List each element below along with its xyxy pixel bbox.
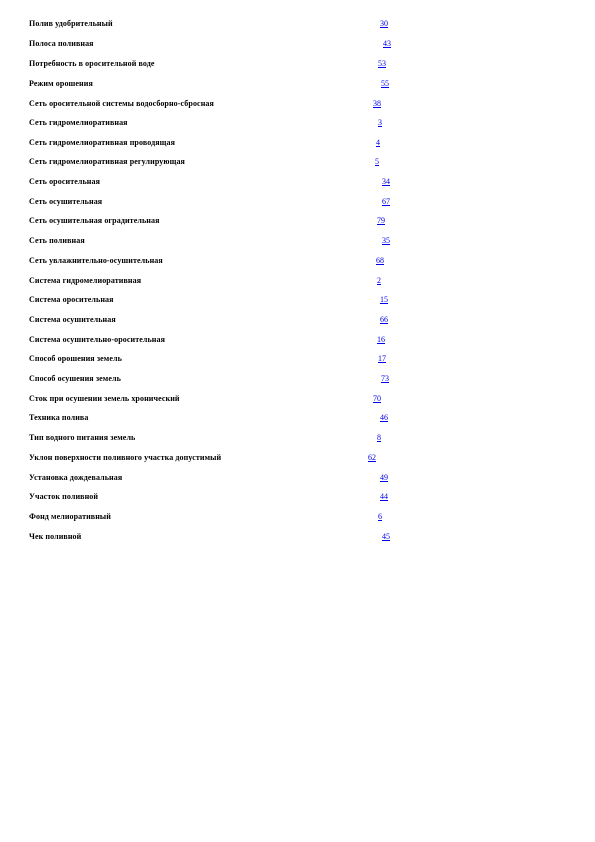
page-number-link[interactable]: 46: [380, 413, 388, 422]
index-entry: [0, 453, 595, 467]
index-term: Уклон поверхности поливного участка допустимый: [29, 453, 222, 462]
index-entry: [0, 532, 595, 546]
index-entry: [0, 236, 595, 250]
index-entry: [0, 138, 595, 152]
index-entry: [0, 295, 595, 309]
index-term: Сеть гидромелиоративная регулирующая: [29, 157, 185, 166]
page-number-link[interactable]: 49: [380, 473, 388, 482]
index-term: Чек поливной: [29, 532, 82, 541]
index-entry: [0, 335, 595, 349]
page-number-link[interactable]: 70: [373, 394, 381, 403]
index-term: Сеть поливная: [29, 236, 85, 245]
index-entry: [0, 315, 595, 329]
index-term: Система оросительная: [29, 295, 114, 304]
index-term: Сеть увлажнительно-осушительная: [29, 256, 163, 265]
index-term: Участок поливной: [29, 492, 99, 501]
index-entry: [0, 197, 595, 211]
index-entry: [0, 216, 595, 230]
page-number-link[interactable]: 79: [377, 216, 385, 225]
index-entry: [0, 79, 595, 93]
page-number-link[interactable]: 43: [383, 39, 391, 48]
index-term: Система осушительная: [29, 315, 116, 324]
page-number-link[interactable]: 73: [381, 374, 389, 383]
page-number-link[interactable]: 30: [380, 19, 388, 28]
index-entry: [0, 256, 595, 270]
page-number-link[interactable]: 2: [377, 276, 381, 285]
page-number-link[interactable]: 68: [376, 256, 384, 265]
index-entry: [0, 512, 595, 526]
page-number-link[interactable]: 62: [368, 453, 376, 462]
page-number-link[interactable]: 67: [382, 197, 390, 206]
index-term: Потребность в оросительной воде: [29, 59, 155, 68]
index-term: Способ орошения земель: [29, 354, 122, 363]
page-number-link[interactable]: 16: [377, 335, 385, 344]
page-number-link[interactable]: 53: [378, 59, 386, 68]
page-number-link[interactable]: 6: [378, 512, 382, 521]
page-number-link[interactable]: 35: [382, 236, 390, 245]
index-term: Сеть гидромелиоративная проводящая: [29, 138, 176, 147]
index-entry: [0, 157, 595, 171]
index-term: Установка дождевальная: [29, 473, 123, 482]
page-number-link[interactable]: 15: [380, 295, 388, 304]
page-number-link[interactable]: 8: [377, 433, 381, 442]
index-term: Сеть оросительная: [29, 177, 101, 186]
index-term: Сток при осушении земель хронический: [29, 394, 180, 403]
index-term: Полоса поливная: [29, 39, 94, 48]
index-entry: [0, 354, 595, 368]
page-number-link[interactable]: 45: [382, 532, 390, 541]
index-term: Тип водного питания земель: [29, 433, 136, 442]
page-number-link[interactable]: 34: [382, 177, 390, 186]
index-entry: [0, 177, 595, 191]
page-number-link[interactable]: 38: [373, 99, 381, 108]
index-term: Сеть осушительная оградительная: [29, 216, 160, 225]
index-entry: [0, 413, 595, 427]
index-term: Сеть осушительная: [29, 197, 103, 206]
page-number-link[interactable]: 4: [376, 138, 380, 147]
index-entry: [0, 118, 595, 132]
index-term: Фонд мелиоративный: [29, 512, 111, 521]
page-number-link[interactable]: 44: [380, 492, 388, 501]
index-entry: [0, 394, 595, 408]
index-term: Режим орошения: [29, 79, 93, 88]
page-number-link[interactable]: 66: [380, 315, 388, 324]
page-number-link[interactable]: 55: [381, 79, 389, 88]
index-term: Техника полива: [29, 413, 89, 422]
page-number-link[interactable]: 3: [378, 118, 382, 127]
index-entry: [0, 473, 595, 487]
index-entry: [0, 492, 595, 506]
index-term: Полив удобрительный: [29, 19, 113, 28]
index-entry: [0, 374, 595, 388]
index-term: Система осушительно-оросительная: [29, 335, 166, 344]
index-entry: [0, 276, 595, 290]
index-entry: [0, 39, 595, 53]
index-term: Сеть оросительной системы водосборно-сбросная: [29, 99, 214, 108]
index-entry: [0, 59, 595, 73]
page-number-link[interactable]: 17: [378, 354, 386, 363]
index-term: Система гидромелиоративная: [29, 276, 142, 285]
index-term: Сеть гидромелиоративная: [29, 118, 128, 127]
index-entry: [0, 99, 595, 113]
index-term: Способ осушения земель: [29, 374, 121, 383]
index-entry: [0, 19, 595, 33]
page-number-link[interactable]: 5: [375, 157, 379, 166]
index-entry: [0, 433, 595, 447]
